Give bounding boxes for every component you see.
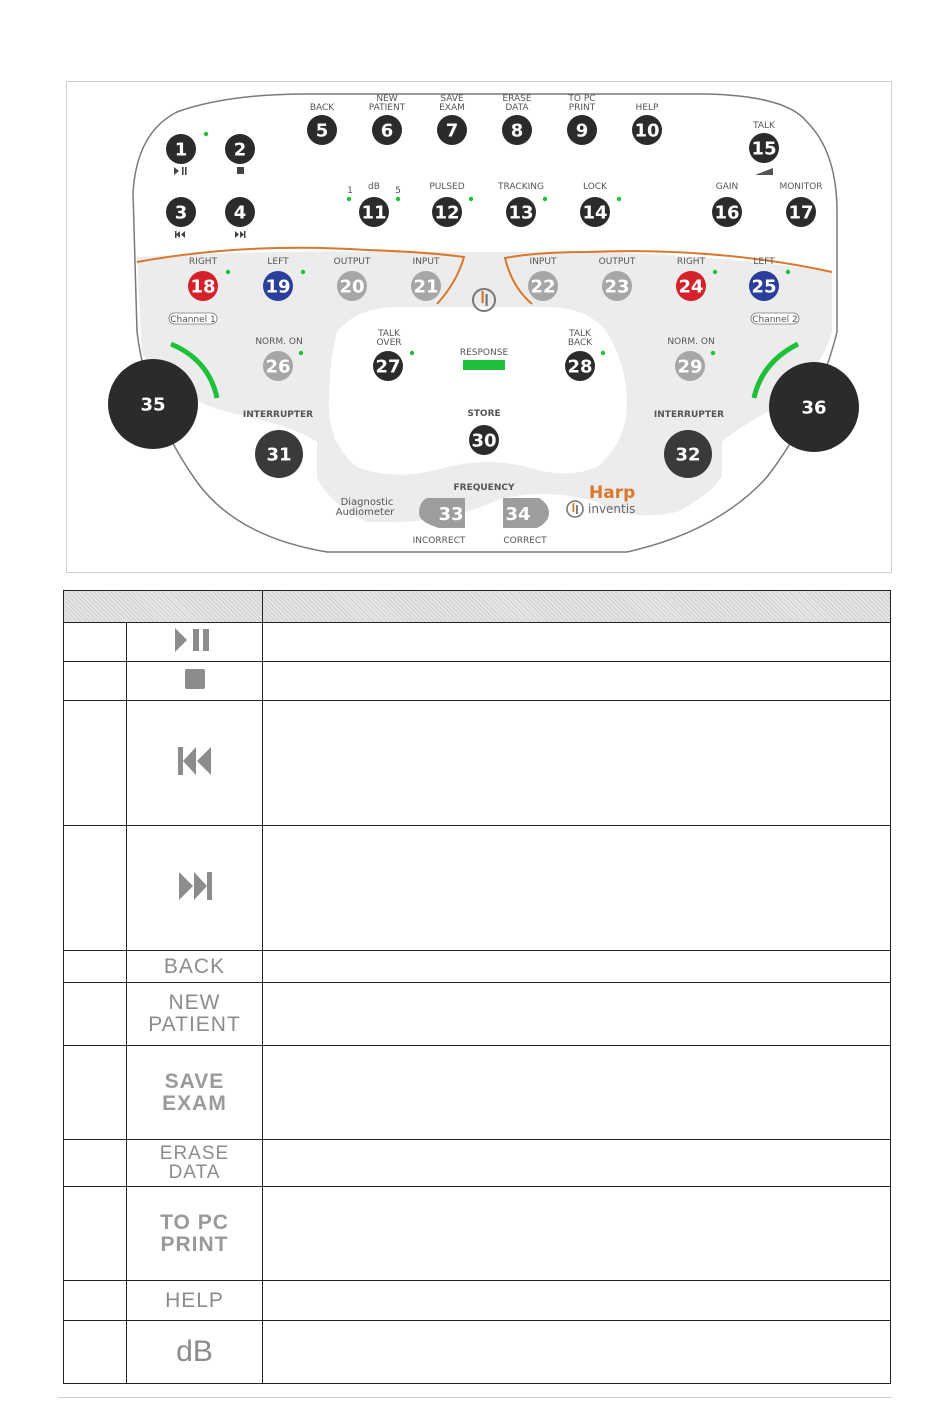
db-scale-right: 5 — [395, 186, 401, 196]
symbol-back: BACK — [163, 954, 226, 978]
interrupter-right-label: INTERRUPTER — [653, 410, 725, 420]
top-label-10: HELP — [635, 103, 659, 113]
number-cell — [64, 662, 127, 701]
number-cell — [64, 1281, 127, 1321]
top-label-8-line1: ERASE — [502, 94, 532, 104]
button-5-number: 5 — [315, 120, 329, 142]
led-18 — [226, 270, 230, 274]
ch1-label-20: OUTPUT — [333, 257, 371, 267]
symbol-db: dB — [176, 1335, 213, 1368]
table-row — [64, 1140, 891, 1187]
led-1 — [204, 132, 208, 136]
button-25-number: 25 — [751, 276, 777, 298]
top-label-9-line1: TO PC — [568, 94, 596, 104]
symbol-cell — [127, 701, 263, 826]
skip-back-icon — [177, 746, 213, 776]
symbol-cell — [127, 1187, 263, 1281]
table-row — [64, 1281, 891, 1321]
symbol-patient: PATIENT — [148, 1013, 241, 1036]
product-line1: Diagnostic — [340, 497, 394, 508]
brand-logo-bar1 — [573, 503, 575, 512]
top-label-5: BACK — [309, 103, 335, 113]
talk-over-label2: OVER — [376, 338, 402, 348]
button-1-number: 1 — [174, 139, 188, 161]
db-scale-left: 1 — [347, 186, 353, 196]
button-4[interactable] — [225, 197, 255, 227]
button-11[interactable] — [359, 197, 389, 227]
led-27 — [410, 351, 414, 355]
number-cell — [64, 983, 127, 1046]
brand-logo-bar2 — [576, 505, 578, 514]
button-29-number: 29 — [677, 356, 703, 378]
symbol-exam: EXAM — [162, 1091, 227, 1115]
interrupter-left-label: INTERRUPTER — [242, 410, 314, 420]
row2-label-13: TRACKING — [498, 182, 544, 192]
button-23[interactable] — [602, 271, 632, 301]
talk-over-label1: TALK — [378, 329, 400, 339]
button-3[interactable] — [166, 197, 196, 227]
button-11-number: 11 — [361, 202, 387, 224]
number-cell — [64, 1321, 127, 1384]
button-20[interactable] — [337, 271, 367, 301]
ch1-label-18: RIGHT — [188, 257, 218, 267]
button-16[interactable] — [712, 197, 742, 227]
button-28[interactable] — [565, 351, 595, 381]
button-34[interactable] — [503, 498, 549, 528]
number-cell — [64, 701, 127, 826]
top-label-9-line2: PRINT — [568, 103, 596, 113]
button-9[interactable] — [567, 115, 597, 145]
button-6[interactable] — [372, 115, 402, 145]
response-label: RESPONSE — [459, 348, 509, 358]
button-7[interactable] — [437, 115, 467, 145]
button-18-number: 18 — [190, 276, 216, 298]
table-row — [64, 983, 891, 1046]
symbol-cell — [127, 1321, 263, 1384]
button-16-number: 16 — [714, 202, 740, 224]
description-cell — [263, 1140, 891, 1187]
description-cell — [263, 1321, 891, 1384]
description-cell — [263, 983, 891, 1046]
row2-label-14: LOCK — [583, 182, 607, 192]
button-25[interactable] — [749, 271, 779, 301]
led-12 — [469, 197, 473, 201]
talk-label: TALK — [753, 121, 775, 131]
button-1[interactable] — [166, 134, 196, 164]
description-cell — [263, 701, 891, 826]
ch1-label-21: INPUT — [412, 257, 440, 267]
button-21[interactable] — [411, 271, 441, 301]
button-20-number: 20 — [339, 276, 365, 298]
top-label-8-line2: DATA — [505, 103, 529, 113]
number-cell — [64, 826, 127, 951]
brand-company: inventis — [588, 502, 636, 516]
knob-36-number: 36 — [801, 397, 827, 419]
led-25 — [786, 270, 790, 274]
stop-icon — [237, 167, 244, 174]
ch2-label-24: RIGHT — [676, 257, 706, 267]
footer-rule — [58, 1397, 892, 1398]
led-29 — [711, 351, 715, 355]
button-26[interactable] — [263, 351, 293, 381]
button-22-number: 22 — [530, 276, 556, 298]
store-label: STORE — [467, 409, 501, 419]
button-6-number: 6 — [380, 120, 394, 142]
led-11b — [347, 197, 351, 201]
button-13-number: 13 — [508, 202, 534, 224]
button-17[interactable] — [786, 197, 816, 227]
button-12-number: 12 — [434, 202, 460, 224]
symbol-data: DATA — [168, 1162, 221, 1183]
table-row — [64, 662, 891, 701]
led-11 — [396, 197, 400, 201]
button-30-number: 30 — [471, 430, 497, 452]
top-label-7-line1: SAVE — [440, 94, 464, 104]
button-9-number: 9 — [575, 120, 589, 142]
product-line2: Audiometer — [335, 507, 395, 518]
symbol-cell — [127, 826, 263, 951]
table-row — [64, 1187, 891, 1281]
button-27[interactable] — [373, 351, 403, 381]
number-cell — [64, 1187, 127, 1281]
table-row — [64, 826, 891, 951]
top-label-6-line1: NEW — [376, 94, 398, 104]
number-cell — [64, 623, 127, 662]
button-15-number: 15 — [751, 138, 777, 160]
power-logo-bar1 — [482, 291, 484, 303]
number-cell — [64, 951, 127, 983]
symbol-erase: ERASE — [159, 1143, 230, 1164]
symbol-to-pc: TO PC — [160, 1210, 229, 1234]
header-cell-description — [263, 591, 891, 623]
button-12[interactable] — [432, 197, 462, 227]
ch1-label-19: LEFT — [267, 257, 289, 267]
description-cell — [263, 623, 891, 662]
button-23-number: 23 — [604, 276, 630, 298]
symbol-save: SAVE — [164, 1069, 225, 1093]
button-4-number: 4 — [233, 202, 247, 224]
norm-on-right-label: NORM. ON — [667, 337, 715, 347]
button-5[interactable] — [307, 115, 337, 145]
button-8[interactable] — [502, 115, 532, 145]
row2-label-16: GAIN — [715, 182, 739, 192]
button-26-number: 26 — [265, 356, 291, 378]
header-cell-symbol — [64, 591, 263, 623]
button-32[interactable] — [664, 430, 712, 478]
description-cell — [263, 1187, 891, 1281]
number-cell — [64, 1046, 127, 1140]
button-15[interactable] — [749, 133, 779, 163]
audiometer-panel-diagram — [66, 81, 892, 573]
led-19 — [301, 270, 305, 274]
button-27-number: 27 — [375, 356, 401, 378]
button-14-number: 14 — [582, 202, 608, 224]
symbol-cell — [127, 1281, 263, 1321]
button-32-number: 32 — [675, 444, 701, 466]
skip-forward-icon — [177, 871, 213, 901]
knob-35-number: 35 — [140, 394, 166, 416]
channel2-tag: Channel 2 — [752, 315, 798, 325]
knob-36[interactable] — [769, 362, 859, 452]
symbol-print: PRINT — [160, 1232, 229, 1256]
led-24 — [713, 270, 717, 274]
button-28-number: 28 — [567, 356, 593, 378]
response-indicator — [463, 360, 505, 370]
symbol-help: HELP — [165, 1288, 224, 1312]
led-28 — [601, 351, 605, 355]
knob-35[interactable] — [108, 359, 198, 449]
symbol-new: NEW — [168, 991, 221, 1014]
top-label-7-line2: EXAM — [439, 103, 465, 113]
row2-label-17: MONITOR — [779, 182, 823, 192]
table-row — [64, 623, 891, 662]
description-cell — [263, 1046, 891, 1140]
table-row — [64, 701, 891, 826]
button-2[interactable] — [225, 134, 255, 164]
led-26 — [299, 351, 303, 355]
symbol-cell — [127, 1046, 263, 1140]
number-cell — [64, 1140, 127, 1187]
ch2-label-22: INPUT — [529, 257, 557, 267]
ch2-label-25: LEFT — [753, 257, 775, 267]
table-header-row — [64, 591, 891, 623]
table-row — [64, 951, 891, 983]
button-18[interactable] — [188, 271, 218, 301]
button-10-number: 10 — [634, 120, 660, 142]
button-13[interactable] — [506, 197, 536, 227]
talk-back-label2: BACK — [567, 338, 593, 348]
button-31-number: 31 — [266, 444, 292, 466]
symbol-cell — [127, 662, 263, 701]
button-8-number: 8 — [510, 120, 524, 142]
symbol-cell — [127, 983, 263, 1046]
row2-label-12: PULSED — [429, 182, 465, 192]
norm-on-left-label: NORM. ON — [255, 337, 303, 347]
button-31[interactable] — [255, 430, 303, 478]
row2-label-11: dB — [368, 182, 380, 192]
brand-name: Harp — [589, 483, 636, 503]
description-cell — [263, 951, 891, 983]
table-row — [64, 1321, 891, 1384]
power-logo-bar2 — [486, 294, 488, 306]
button-17-number: 17 — [788, 202, 814, 224]
button-34-number: 34 — [505, 504, 531, 525]
symbol-cell — [127, 951, 263, 983]
channel1-tag: Channel 1 — [170, 315, 216, 325]
button-19[interactable] — [263, 271, 293, 301]
button-3-number: 3 — [174, 202, 188, 224]
symbol-cell — [127, 623, 263, 662]
button-33-number: 33 — [438, 504, 464, 525]
button-14[interactable] — [580, 197, 610, 227]
button-10[interactable] — [632, 115, 662, 145]
panel-svg — [67, 82, 893, 574]
description-cell — [263, 662, 891, 701]
play-pause-icon — [173, 627, 217, 653]
description-cell — [263, 826, 891, 951]
led-14 — [617, 197, 621, 201]
correct-label: CORRECT — [503, 536, 547, 546]
button-19-number: 19 — [265, 276, 291, 298]
button-21-number: 21 — [413, 276, 439, 298]
ch2-label-23: OUTPUT — [598, 257, 636, 267]
frequency-label: FREQUENCY — [453, 483, 515, 493]
top-label-6-line2: PATIENT — [368, 103, 406, 113]
button-30[interactable] — [469, 425, 499, 455]
talk-back-label1: TALK — [569, 329, 591, 339]
description-cell — [263, 1281, 891, 1321]
button-29[interactable] — [675, 351, 705, 381]
button-2-number: 2 — [233, 139, 247, 161]
table-row — [64, 1046, 891, 1140]
stop-icon — [183, 667, 207, 691]
led-13 — [543, 197, 547, 201]
button-24-number: 24 — [678, 276, 704, 298]
button-7-number: 7 — [445, 120, 459, 142]
button-24[interactable] — [676, 271, 706, 301]
symbol-cell — [127, 1140, 263, 1187]
reference-table — [63, 590, 891, 1384]
button-22[interactable] — [528, 271, 558, 301]
incorrect-label: INCORRECT — [412, 536, 466, 546]
